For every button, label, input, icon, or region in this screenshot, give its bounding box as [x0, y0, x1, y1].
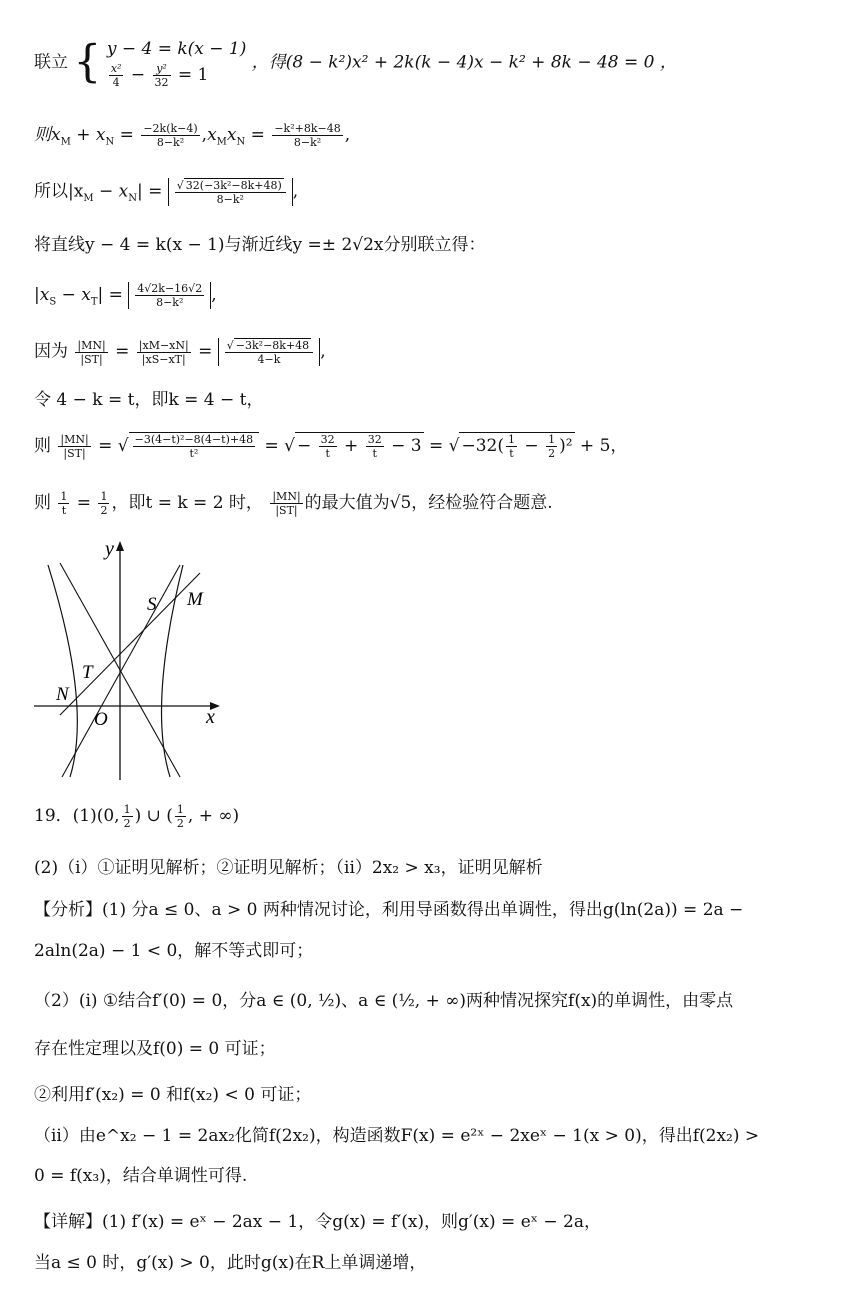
- analysis-5: ②利用f′(x₂) = 0 和f(x₂) < 0 可证；: [34, 1085, 312, 1105]
- t3: 2: [100, 504, 108, 517]
- sqrt-rest: + 5，: [579, 436, 628, 456]
- max-mid: ，即t = k = 2 时，: [111, 493, 263, 513]
- y-arrow: [116, 541, 124, 551]
- asymptote-line: 将直线y − 4 = k(x − 1)与渐近线y =± 2√2x分别联立得：: [34, 235, 486, 255]
- line-mn: [60, 573, 200, 715]
- fx: x²: [110, 62, 122, 75]
- tc: t: [509, 447, 514, 460]
- diff-den: 8−k²: [216, 193, 244, 206]
- diff-num: 32(−3k²−8k+48): [185, 179, 282, 192]
- analysis-6: （ii）由e^x₂ − 1 = 2ax₂化简f(2x₂)，构造函数F(x) = e²ˣ − 2xeˣ − 1(x > 0)，得出f(2x₂) >: [34, 1126, 760, 1146]
- prod-num: −k²+8k−48: [274, 122, 341, 135]
- quadratic-result: ，得(8 − k²)x² + 2k(k − 4)x − k² + 8k − 48 = 0 ，: [251, 52, 677, 73]
- o1: 1: [508, 433, 515, 446]
- sum-num: −2k(k−4): [143, 122, 198, 135]
- max-rest: 的最大值为√5，经检验符合题意.: [304, 493, 553, 513]
- o4: 1: [100, 490, 108, 503]
- label-n: N: [56, 684, 69, 705]
- ratio-den: 4−k: [257, 353, 281, 366]
- frac-x2-4: [109, 62, 124, 89]
- analysis-2: 2aln(2a) − 1 < 0，解不等式即可；: [34, 941, 314, 961]
- brace: {: [73, 36, 102, 88]
- ratio-prefix: 因为: [34, 341, 68, 362]
- n32a: 32: [320, 433, 335, 446]
- mn: |MN|: [77, 338, 106, 352]
- q19-line: [34, 803, 239, 830]
- abs-diff: $\frac{\text{√ 32(−3k²−8k+48)}}{\text{8−k²}}$: [168, 178, 293, 206]
- analysis-1: 【分析】(1) 分a ≤ 0、a > 0 两种情况讨论，利用导函数得出单调性，得出g(ln(2a)) = 2a −: [34, 900, 744, 920]
- sum-den: 8−k²: [156, 136, 185, 149]
- sqrt-prefix: 则: [34, 436, 51, 456]
- system-line: 联立 { y − 4 = k(x − 1) $\frac{\text{x²}}{4}$ − $\frac{\text{y²}}{32}$ = 1 ，得(8 − k²)x² + 2k(k − 4)x − k² + 8k − 48 = 0 ，: [34, 36, 677, 89]
- ratio-line: 因为 $\frac{|MN|}{|ST|}$ = $\frac{|xM-xN|}{|xS-xT|}$ = $\frac{\text{√ −3k²−8k+48}}{4-k}$ ,: [34, 338, 326, 366]
- xsxt: |xS−xT|: [141, 352, 186, 366]
- xmxn: |xM−xN|: [138, 338, 189, 352]
- vieta-line: 则$x_M + x_N$ = $\frac{-2k(k-4)}{\text{8−k²}}$ $,x_Mx_N$ = $\frac{\text{−k²+8k−48}}{\text{8−k²}}$ ,: [34, 122, 351, 149]
- q19-part2: (2)（i）①证明见解析；②证明见解析；（ii）2x₂ > x₃，证明见解析: [34, 858, 543, 878]
- xm-label: 则x: [34, 125, 61, 145]
- mn3: |MN|: [272, 490, 301, 503]
- label-m: M: [187, 589, 203, 610]
- diff-line: 所以$|x_M - x_N|$ = $\frac{\text{√ 32(−3k²−8k+48)}}{\text{8−k²}}$ ,: [34, 179, 299, 206]
- td: t: [61, 504, 67, 517]
- analysis-3: （2）(i) ①结合f′(0) = 0，分a ∈ (0, ½)、a ∈ (½, + ∞)两种情况探究f(x)的单调性，由零点: [34, 991, 734, 1011]
- analysis-4: 存在性定理以及f(0) = 0 可证；: [34, 1039, 276, 1059]
- sum-frac: [141, 122, 199, 149]
- ratio-num: −3k²−8k+48: [235, 339, 310, 352]
- detail-2: 当a ≤ 0 时，g′(x) > 0，此时g(x)在R上单调递增，: [34, 1253, 427, 1273]
- n32b: 32: [367, 433, 382, 446]
- sqrt-line: 则 $\frac{|MN|}{|ST|}$ = √ $\frac{\text{−3(4−t)²−8(4−t)+48}}{\text{t²}}$ = √ − $\frac{32}{t}$ + $\frac{32}{t}$ − 3 = √ −32( $\frac{1}{t}$ − $\frac{1}{2}$ )² + 5，: [34, 433, 628, 460]
- sqrt-num: −3(4−t)²−8(4−t)+48: [134, 433, 254, 446]
- t4: 2: [123, 817, 131, 830]
- analysis-7: 0 = f(x₃)，结合单调性可得.: [34, 1166, 248, 1186]
- frac-y2-32: [153, 62, 171, 89]
- t2: 2: [548, 447, 556, 460]
- diff-prefix: 所以|x: [34, 181, 84, 202]
- st-den: 8−k²: [156, 296, 184, 309]
- mn2: |MN|: [60, 433, 89, 446]
- label-x: x: [206, 706, 215, 728]
- abs-st: [128, 282, 211, 309]
- f4: 4: [112, 76, 120, 89]
- label-t: T: [82, 662, 93, 683]
- hyperbola-figure: [30, 535, 240, 780]
- tb: t: [372, 447, 377, 460]
- label-y: y: [105, 538, 114, 560]
- t5: 2: [176, 817, 184, 830]
- max-prefix: 则: [34, 493, 51, 513]
- max-line: 则 $\frac{1}{t}$ = $\frac{1}{2}$ ，即t = k = 2 时， $\frac{|MN|}{|ST|}$ 的最大值为√5，经检验符合题意.: [34, 490, 553, 517]
- prod-den: 8−k²: [293, 136, 322, 149]
- label-o: O: [94, 709, 108, 730]
- detail-1: 【详解】(1) f′(x) = eˣ − 2ax − 1，令g(x) = f′(x)，则g′(x) = eˣ − 2a，: [34, 1212, 601, 1232]
- o6: 1: [176, 803, 184, 816]
- ta: t: [325, 447, 330, 460]
- prod-frac: [272, 122, 342, 149]
- hyperbola-right: [162, 565, 183, 777]
- sqrt-den: t²: [189, 447, 199, 460]
- st3: |ST|: [275, 504, 298, 517]
- f32: 32: [154, 76, 169, 89]
- label-s: S: [147, 594, 157, 615]
- o5: 1: [123, 803, 131, 816]
- label-lianli: 联立: [34, 52, 68, 73]
- substitution-line: 令 4 − k = t，即k = 4 − t，: [34, 390, 264, 410]
- rhs-one: = 1: [172, 65, 209, 85]
- equation-line: y − 4 = k(x − 1): [106, 39, 247, 59]
- fy: y²: [153, 62, 171, 76]
- st: |ST|: [80, 352, 103, 366]
- st2: |ST|: [63, 447, 86, 460]
- q19-b: ) ∪ (: [134, 806, 173, 826]
- hyperbola-left: [48, 565, 77, 777]
- st-num: 4√2k−16√2: [137, 282, 203, 295]
- q19-a: 19．(1)(0,: [34, 806, 120, 826]
- o2: 1: [548, 433, 556, 446]
- st-line: $|x_S - x_T|$ = $\frac{4√2k-16√2}{\text{8−k²}}$ ,: [34, 282, 217, 309]
- q19-c: , + ∞): [187, 806, 240, 826]
- o3: 1: [60, 490, 68, 503]
